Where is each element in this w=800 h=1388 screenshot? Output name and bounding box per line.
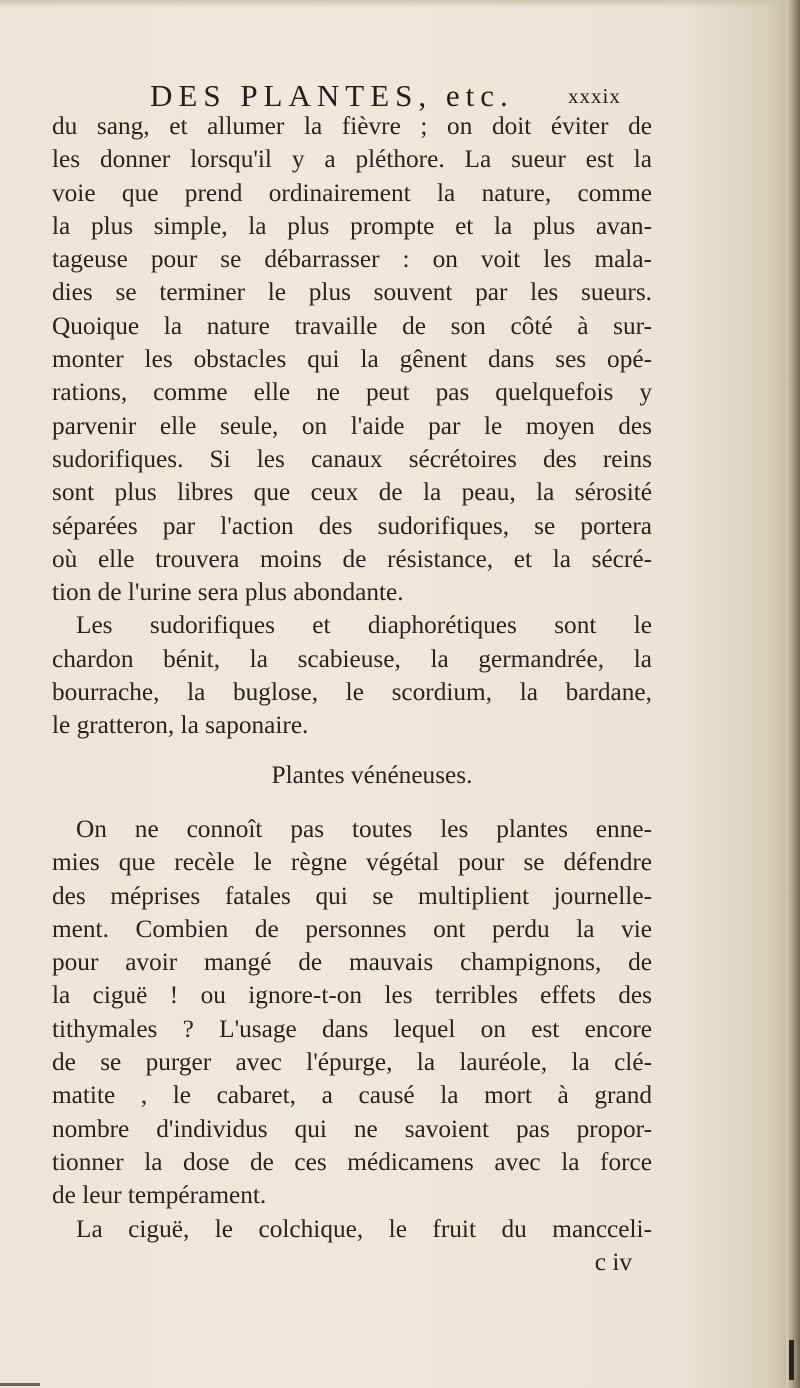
text-line: tithymales ? L'usage dans lequel on est encore <box>52 1014 652 1043</box>
binding-mark <box>789 1340 794 1380</box>
text-line: rations, comme elle ne peut pas quelquefois y <box>52 378 652 407</box>
running-title: DES PLANTES, etc. <box>150 78 514 113</box>
page-gutter-edge <box>786 0 800 1388</box>
text-line: matite , le cabaret, a causé la mort à grand <box>52 1081 652 1110</box>
text-line: La ciguë, le colchique, le fruit du mancceli- <box>76 1214 652 1243</box>
text-line: voie que prend ordinairement la nature, comme <box>52 178 652 207</box>
text-line: On ne connoît pas toutes les plantes enne- <box>76 814 652 843</box>
text-line: sont plus libres que ceux de la peau, la sérosité <box>52 478 652 507</box>
text-line: nombre d'individus qui ne savoient pas propor- <box>52 1114 652 1143</box>
text-line: où elle trouvera moins de résistance, et la sécré- <box>52 544 652 573</box>
text-line: de leur tempérament. <box>52 1181 267 1210</box>
text-line: tion de l'urine sera plus abondante. <box>52 578 404 607</box>
text-line: la ciguë ! ou ignore-t-on les terribles effets des <box>52 981 652 1010</box>
text-line: sudorifiques. Si les canaux sécrétoires des reins <box>52 444 652 473</box>
text-line: chardon bénit, la scabieuse, la germandrée, la <box>52 644 652 673</box>
text-line: parvenir elle seule, on l'aide par le moyen des <box>52 411 652 440</box>
text-line: de se purger avec l'épurge, la lauréole, la clé- <box>52 1048 652 1077</box>
text-line: pour avoir mangé de mauvais champignons, de <box>52 948 652 977</box>
spacer <box>52 743 652 751</box>
page-bottom-edge <box>0 1383 40 1386</box>
section-heading: Plantes vénéneuses. <box>271 760 473 789</box>
body-text <box>52 110 652 1279</box>
text-line: monter les obstacles qui la gênent dans ses opé- <box>52 345 652 374</box>
text-line: Les sudorifiques et diaphorétiques sont le <box>76 611 652 640</box>
text-line: bourrache, la buglose, le scordium, la bardane, <box>52 678 652 707</box>
page-number: xxxix <box>568 84 621 108</box>
text-line: séparées par l'action des sudorifiques, se portera <box>52 511 652 540</box>
text-line: le gratteron, la saponaire. <box>52 711 309 740</box>
text-line: les donner lorsqu'il y a pléthore. La sueur est la <box>52 145 652 174</box>
text-line: ment. Combien de personnes ont perdu la vie <box>52 914 652 943</box>
page-top-edge <box>0 0 800 8</box>
text-line: du sang, et allumer la fièvre ; on doit éviter de <box>52 112 652 140</box>
running-header <box>150 78 670 114</box>
text-line: dies se terminer le plus souvent par les sueurs. <box>52 278 652 307</box>
text-line: tionner la dose de ces médicamens avec la force <box>52 1147 652 1176</box>
text-line: la plus simple, la plus prompte et la plus avan- <box>52 211 652 240</box>
text-line: des méprises fatales qui se multiplient journelle- <box>52 881 652 910</box>
catchword: c iv <box>594 1247 632 1276</box>
text-line: Quoique la nature travaille de son côté à sur- <box>52 311 652 340</box>
text-line: mies que recèle le règne végétal pour se défendre <box>52 848 652 877</box>
text-line: tageuse pour se débarrasser : on voit les mala- <box>52 245 652 274</box>
